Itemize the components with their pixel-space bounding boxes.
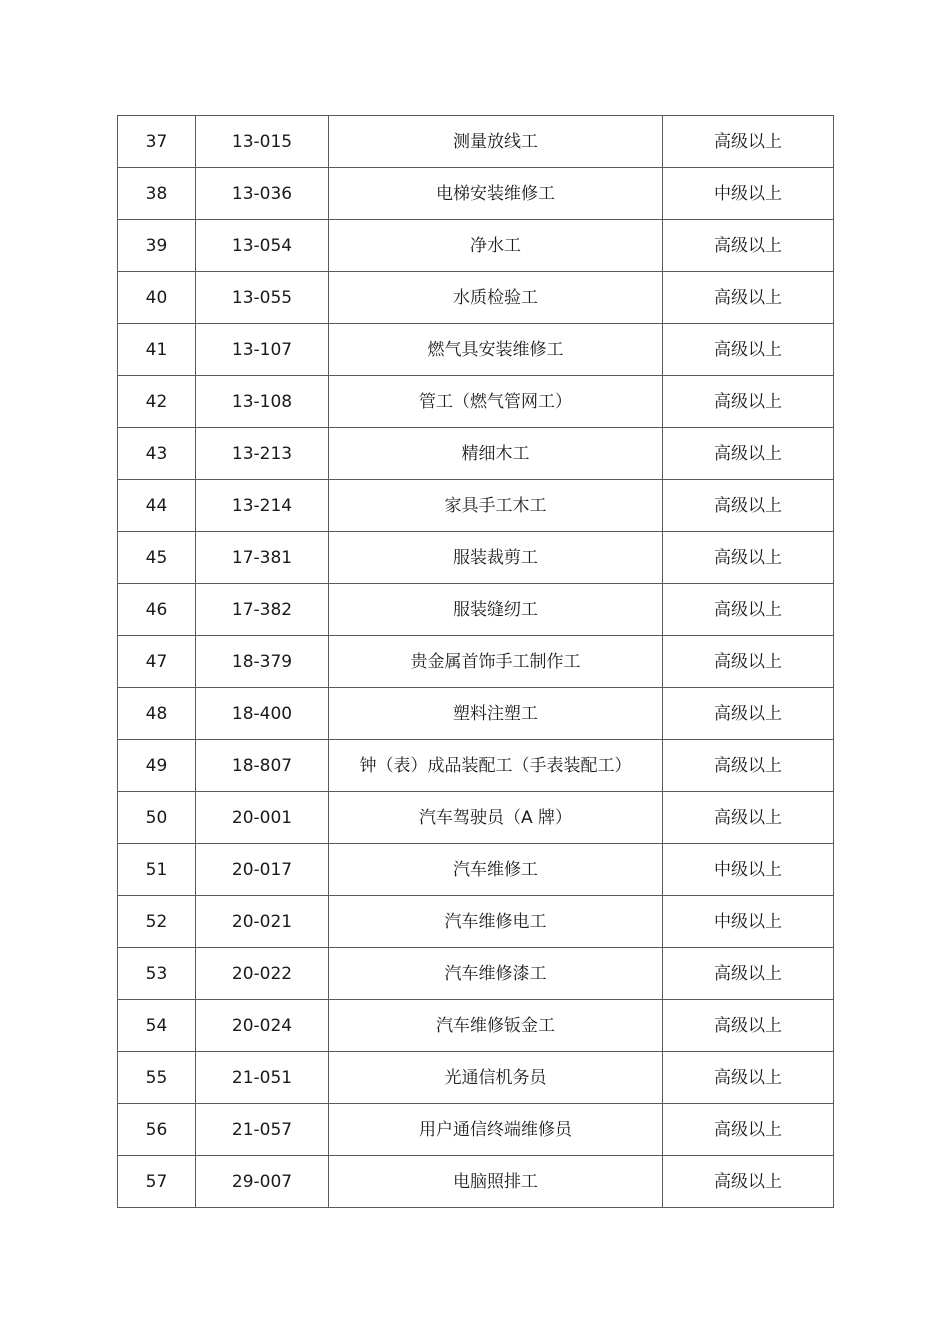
- occupation-name: 塑料注塑工: [329, 688, 663, 740]
- row-number: 54: [118, 1000, 196, 1052]
- skill-level: 高级以上: [663, 1156, 834, 1208]
- table-row: [118, 1104, 834, 1156]
- skill-level: 高级以上: [663, 116, 834, 168]
- table-row: [118, 480, 834, 532]
- skill-level: 中级以上: [663, 896, 834, 948]
- table-row: [118, 116, 834, 168]
- table-row: [118, 168, 834, 220]
- table-row: [118, 584, 834, 636]
- row-number: 41: [118, 324, 196, 376]
- table-row: [118, 740, 834, 792]
- row-number: 48: [118, 688, 196, 740]
- occupation-code: 13-108: [196, 376, 329, 428]
- row-number: 53: [118, 948, 196, 1000]
- table-row: [118, 792, 834, 844]
- occupation-code: 20-024: [196, 1000, 329, 1052]
- row-number: 50: [118, 792, 196, 844]
- skill-level: 高级以上: [663, 948, 834, 1000]
- skill-level: 高级以上: [663, 1104, 834, 1156]
- occupation-table: [117, 115, 834, 1208]
- table-row: [118, 324, 834, 376]
- skill-level: 高级以上: [663, 480, 834, 532]
- table-row: [118, 220, 834, 272]
- occupation-code: 13-054: [196, 220, 329, 272]
- row-number: 42: [118, 376, 196, 428]
- occupation-name: 贵金属首饰手工制作工: [329, 636, 663, 688]
- occupation-name: 汽车维修钣金工: [329, 1000, 663, 1052]
- table-row: [118, 532, 834, 584]
- occupation-code: 21-051: [196, 1052, 329, 1104]
- occupation-name: 服装裁剪工: [329, 532, 663, 584]
- skill-level: 高级以上: [663, 272, 834, 324]
- occupation-name: 汽车维修电工: [329, 896, 663, 948]
- table-row: [118, 688, 834, 740]
- row-number: 47: [118, 636, 196, 688]
- table-row: [118, 428, 834, 480]
- occupation-name: 用户通信终端维修员: [329, 1104, 663, 1156]
- skill-level: 高级以上: [663, 1052, 834, 1104]
- row-number: 39: [118, 220, 196, 272]
- occupation-name: 水质检验工: [329, 272, 663, 324]
- table-row: [118, 1000, 834, 1052]
- row-number: 38: [118, 168, 196, 220]
- occupation-name: 净水工: [329, 220, 663, 272]
- table-row: [118, 272, 834, 324]
- row-number: 51: [118, 844, 196, 896]
- occupation-code: 29-007: [196, 1156, 329, 1208]
- row-number: 55: [118, 1052, 196, 1104]
- skill-level: 高级以上: [663, 428, 834, 480]
- row-number: 57: [118, 1156, 196, 1208]
- occupation-name: 电脑照排工: [329, 1156, 663, 1208]
- row-number: 44: [118, 480, 196, 532]
- row-number: 49: [118, 740, 196, 792]
- row-number: 40: [118, 272, 196, 324]
- table-row: [118, 636, 834, 688]
- occupation-code: 18-400: [196, 688, 329, 740]
- skill-level: 高级以上: [663, 740, 834, 792]
- occupation-name: 测量放线工: [329, 116, 663, 168]
- occupation-code: 21-057: [196, 1104, 329, 1156]
- table-row: [118, 376, 834, 428]
- skill-level: 中级以上: [663, 168, 834, 220]
- row-number: 43: [118, 428, 196, 480]
- skill-level: 高级以上: [663, 376, 834, 428]
- occupation-code: 20-021: [196, 896, 329, 948]
- occupation-code: 13-055: [196, 272, 329, 324]
- skill-level: 高级以上: [663, 324, 834, 376]
- occupation-code: 13-107: [196, 324, 329, 376]
- row-number: 56: [118, 1104, 196, 1156]
- table-row: [118, 1052, 834, 1104]
- occupation-name: 精细木工: [329, 428, 663, 480]
- occupation-code: 13-214: [196, 480, 329, 532]
- occupation-name: 光通信机务员: [329, 1052, 663, 1104]
- row-number: 46: [118, 584, 196, 636]
- skill-level: 高级以上: [663, 688, 834, 740]
- occupation-code: 17-382: [196, 584, 329, 636]
- occupation-name: 管工（燃气管网工）: [329, 376, 663, 428]
- occupation-name: 钟（表）成品装配工（手表装配工）: [329, 740, 663, 792]
- occupation-name: 服装缝纫工: [329, 584, 663, 636]
- table-row: [118, 948, 834, 1000]
- skill-level: 高级以上: [663, 636, 834, 688]
- skill-level: 高级以上: [663, 584, 834, 636]
- table-row: [118, 896, 834, 948]
- occupation-name: 燃气具安装维修工: [329, 324, 663, 376]
- occupation-code: 20-001: [196, 792, 329, 844]
- occupation-name: 汽车维修漆工: [329, 948, 663, 1000]
- skill-level: 中级以上: [663, 844, 834, 896]
- occupation-code: 20-017: [196, 844, 329, 896]
- row-number: 52: [118, 896, 196, 948]
- row-number: 45: [118, 532, 196, 584]
- occupation-name: 电梯安装维修工: [329, 168, 663, 220]
- occupation-name: 汽车驾驶员（A 牌）: [329, 792, 663, 844]
- skill-level: 高级以上: [663, 220, 834, 272]
- table-row: [118, 1156, 834, 1208]
- skill-level: 高级以上: [663, 1000, 834, 1052]
- skill-level: 高级以上: [663, 792, 834, 844]
- table-row: [118, 844, 834, 896]
- occupation-code: 18-807: [196, 740, 329, 792]
- occupation-code: 13-015: [196, 116, 329, 168]
- occupation-code: 13-213: [196, 428, 329, 480]
- occupation-table-body: [118, 116, 834, 1208]
- occupation-code: 17-381: [196, 532, 329, 584]
- row-number: 37: [118, 116, 196, 168]
- occupation-code: 20-022: [196, 948, 329, 1000]
- skill-level: 高级以上: [663, 532, 834, 584]
- occupation-code: 13-036: [196, 168, 329, 220]
- occupation-name: 汽车维修工: [329, 844, 663, 896]
- occupation-name: 家具手工木工: [329, 480, 663, 532]
- occupation-code: 18-379: [196, 636, 329, 688]
